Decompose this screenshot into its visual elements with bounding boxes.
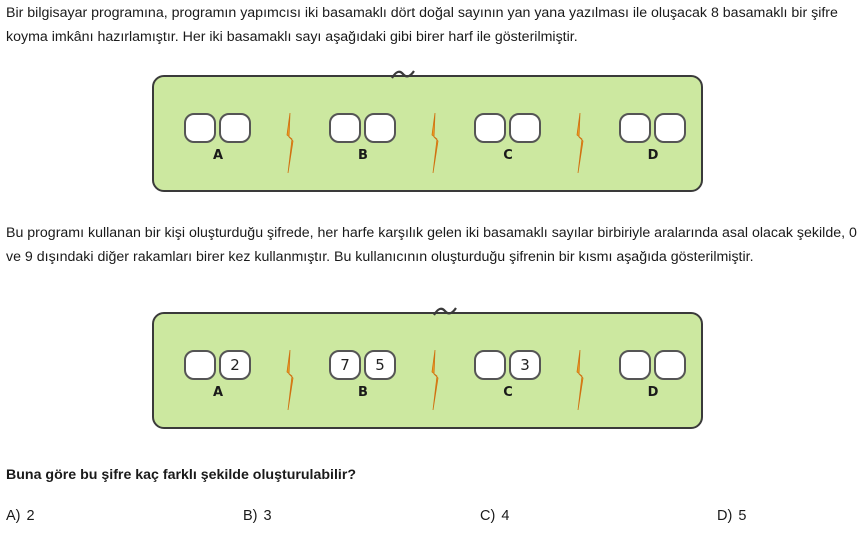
group-c <box>474 113 544 163</box>
option-value: 2 <box>26 508 35 524</box>
option-letter: A) <box>6 508 21 524</box>
option-letter: C) <box>480 508 496 524</box>
digit-box: 5 <box>364 350 396 380</box>
password-panel-empty <box>152 75 703 192</box>
panel-knot-icon <box>390 68 416 80</box>
option-value: 5 <box>738 508 747 524</box>
digit-box <box>219 113 251 143</box>
group-label: A <box>212 148 224 163</box>
digit-box <box>329 113 361 143</box>
middle-paragraph: Bu programı kullanan bir kişi oluşturduğu şifrede, her harfe karşılık gelen iki basamaklı sayılar birbiriyle aralarında asal olacak şekilde, 0 ve 9 dışındaki diğer rakamları birer kez kullanmıştır. Bu kullanıcının oluşturduğu şifrenin bir kısmı aşağıda gösterilmiştir. <box>6 225 857 265</box>
group-a <box>184 350 254 400</box>
digit-box: 2 <box>219 350 251 380</box>
group-b <box>329 350 399 400</box>
digit-box <box>619 113 651 143</box>
digit-box <box>364 113 396 143</box>
answer-options <box>0 508 867 532</box>
lightning-divider-icon <box>429 350 441 410</box>
lightning-divider-icon <box>284 113 296 173</box>
group-d <box>619 113 689 163</box>
question-text: Buna göre bu şifre kaç farklı şekilde oluşturulabilir? <box>6 467 357 483</box>
option-d[interactable] <box>717 508 746 524</box>
digit-box <box>619 350 651 380</box>
digit-box <box>474 350 506 380</box>
group-label: D <box>647 385 659 400</box>
digit-box <box>654 350 686 380</box>
group-label: B <box>358 385 368 400</box>
lightning-divider-icon <box>284 350 296 410</box>
option-c[interactable] <box>480 508 509 524</box>
group-label: B <box>358 148 368 163</box>
digit-box <box>509 113 541 143</box>
digit-box <box>184 350 216 380</box>
option-value: 3 <box>263 508 272 524</box>
group-label: D <box>647 148 659 163</box>
option-letter: B) <box>243 508 258 524</box>
group-c <box>474 350 544 400</box>
lightning-divider-icon <box>574 113 586 173</box>
option-b[interactable] <box>243 508 272 524</box>
option-value: 4 <box>501 508 510 524</box>
option-letter: D) <box>717 508 733 524</box>
lightning-divider-icon <box>574 350 586 410</box>
group-b <box>329 113 399 163</box>
group-label: C <box>503 385 513 400</box>
digit-box: 3 <box>509 350 541 380</box>
digit-box <box>654 113 686 143</box>
password-panel-partial <box>152 312 703 429</box>
panel-knot-icon <box>432 305 458 317</box>
group-a <box>184 113 254 163</box>
intro-paragraph: Bir bilgisayar programına, programın yapımcısı iki basamaklı dört doğal sayının yan yana yazılması ile oluşacak 8 basamaklı bir şifre koyma imkânı hazırlamıştır. Her iki basamaklı sayı aşağıdaki gibi birer harf ile gösterilmiştir. <box>6 5 838 45</box>
group-label: C <box>503 148 513 163</box>
group-label: A <box>212 385 224 400</box>
digit-box: 7 <box>329 350 361 380</box>
group-d <box>619 350 689 400</box>
lightning-divider-icon <box>429 113 441 173</box>
digit-box <box>474 113 506 143</box>
option-a[interactable] <box>6 508 35 524</box>
digit-box <box>184 113 216 143</box>
